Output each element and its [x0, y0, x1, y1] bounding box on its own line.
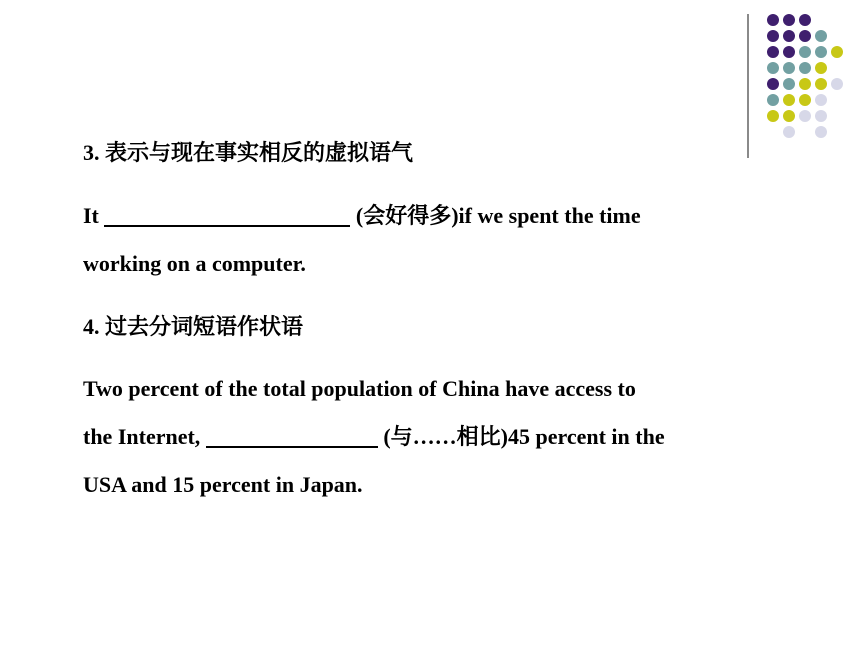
item3-sentence-line1: [83, 203, 641, 229]
decor-dot: [815, 94, 827, 106]
answer-blank-1[interactable]: [104, 205, 350, 227]
divider-line: [747, 14, 749, 158]
answer-blank-2[interactable]: [206, 426, 378, 448]
decor-dot: [799, 46, 811, 58]
decor-dot: [799, 14, 811, 26]
decor-dot: [767, 30, 779, 42]
item4-text-start: the Internet,: [83, 424, 206, 449]
decor-dot: [799, 30, 811, 42]
decor-dot: [799, 78, 811, 90]
item4-text-end: (与……相比)45 percent in the: [377, 424, 665, 449]
item4-heading: 4. 过去分词短语作状语: [83, 314, 304, 339]
decor-dot: [815, 110, 827, 122]
decor-dot: [815, 46, 827, 58]
decor-dot: [815, 62, 827, 74]
decor-dot: [799, 62, 811, 74]
decor-dot: [815, 126, 827, 138]
decor-dot: [815, 78, 827, 90]
decor-dot: [783, 30, 795, 42]
decor-dot: [767, 46, 779, 58]
item4-sentence-line2: [83, 424, 665, 450]
decor-dot: [831, 46, 843, 58]
decor-dot: [767, 110, 779, 122]
decor-dot: [831, 78, 843, 90]
decor-dot: [799, 110, 811, 122]
decor-dot: [815, 30, 827, 42]
decor-dot: [767, 78, 779, 90]
item4-sentence-line1: Two percent of the total population of China have access to: [83, 376, 636, 401]
decor-dot: [767, 62, 779, 74]
item3-heading: 3. 表示与现在事实相反的虚拟语气: [83, 140, 414, 165]
item3-sentence-line2: working on a computer.: [83, 251, 306, 276]
decorative-dot-grid: [0, 0, 860, 160]
decor-dot: [767, 94, 779, 106]
decor-dot: [783, 46, 795, 58]
item4-sentence-line3: USA and 15 percent in Japan.: [83, 472, 363, 497]
item3-text-end: (会好得多)if we spent the time: [350, 203, 641, 228]
decor-dot: [783, 78, 795, 90]
item3-text-start: It: [83, 203, 105, 228]
decor-dot: [799, 94, 811, 106]
decor-dot: [783, 110, 795, 122]
decor-dot: [783, 14, 795, 26]
decor-dot: [783, 126, 795, 138]
decor-dot: [767, 14, 779, 26]
decor-dot: [783, 62, 795, 74]
decor-dot: [783, 94, 795, 106]
